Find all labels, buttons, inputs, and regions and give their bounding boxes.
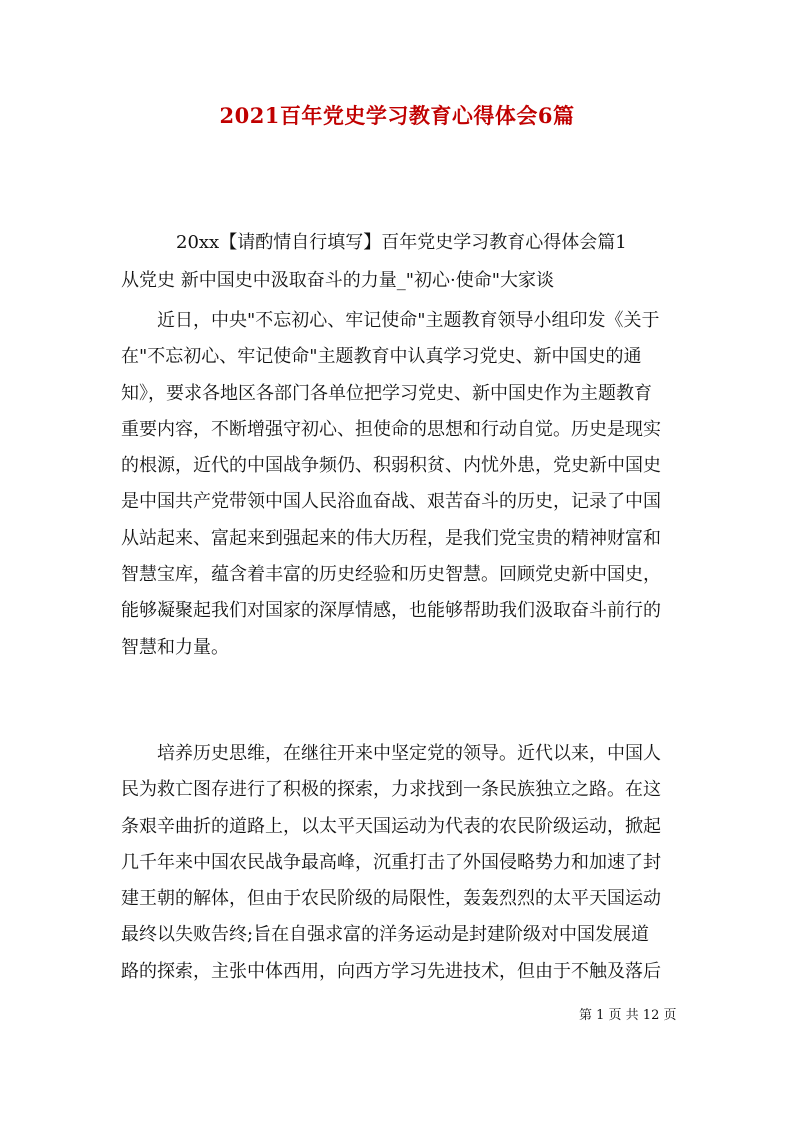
text-line: 几千年来中国农民战争最高峰，沉重打击了外国侵略势力和加速了封 — [121, 851, 661, 873]
text-line: 培养历史思维，在继往开来中坚定党的领导。近代以来，中国人 — [157, 743, 661, 764]
text-line: 最终以失败告终;旨在自强求富的洋务运动是封建阶级对中国发展道 — [121, 924, 650, 946]
text-line: 民为救亡图存进行了积极的探索，力求找到一条民族独立之路。在这 — [121, 779, 661, 801]
text-line: 条艰辛曲折的道路上，以太平天国运动为代表的农民阶级运动，掀起 — [121, 815, 661, 837]
text-line: 是中国共产党带领中国人民浴血奋战、艰苦奋斗的历史，记录了中国 — [121, 491, 661, 513]
text-line: 智慧和力量。 — [121, 636, 229, 658]
text-line: 建王朝的解体，但由于农民阶级的局限性，轰轰烈烈的太平天国运动 — [121, 888, 661, 910]
text-line: 能够凝聚起我们对国家的深厚情感，也能够帮助我们汲取奋斗前行的 — [121, 600, 661, 622]
text-line: 从站起来、富起来到强起来的伟大历程，是我们党宝贵的精神财富和 — [121, 527, 661, 549]
page-title: 2021百年党史学习教育心得体会6篇 — [219, 103, 575, 128]
text-line: 智慧宝库，蕴含着丰富的历史经验和历史智慧。回顾党史新中国史， — [121, 564, 661, 586]
paragraph-2 — [121, 736, 681, 990]
paragraph-1 — [121, 303, 681, 666]
text-line: 知》，要求各地区各部门各单位把学习党史、新中国史作为主题教育 — [121, 382, 652, 404]
section-subheading: 从党史 新中国史中汲取奋斗的力量_"初心·使命"大家谈 — [121, 270, 554, 291]
text-line: 的根源，近代的中国战争频仍、积弱积贫、内忧外患，党史新中国史 — [121, 455, 661, 477]
text-line: 路的探索，主张中体西用，向西方学习先进技术，但由于不触及落后 — [121, 960, 661, 982]
text-line: 重要内容，不断增强守初心、担使命的思想和行动自觉。历史是现实 — [121, 418, 661, 440]
section-heading: 20xx【请酌情自行填写】百年党史学习教育心得体会篇1 — [176, 232, 627, 253]
text-line: 近日，中央"不忘初心、牢记使命"主题教育领导小组印发《关于 — [157, 310, 660, 331]
page-number-footer: 第 1 页 共 12 页 — [579, 1008, 677, 1023]
text-line: 在"不忘初心、牢记使命"主题教育中认真学习党史、新中国史的通 — [121, 346, 642, 368]
